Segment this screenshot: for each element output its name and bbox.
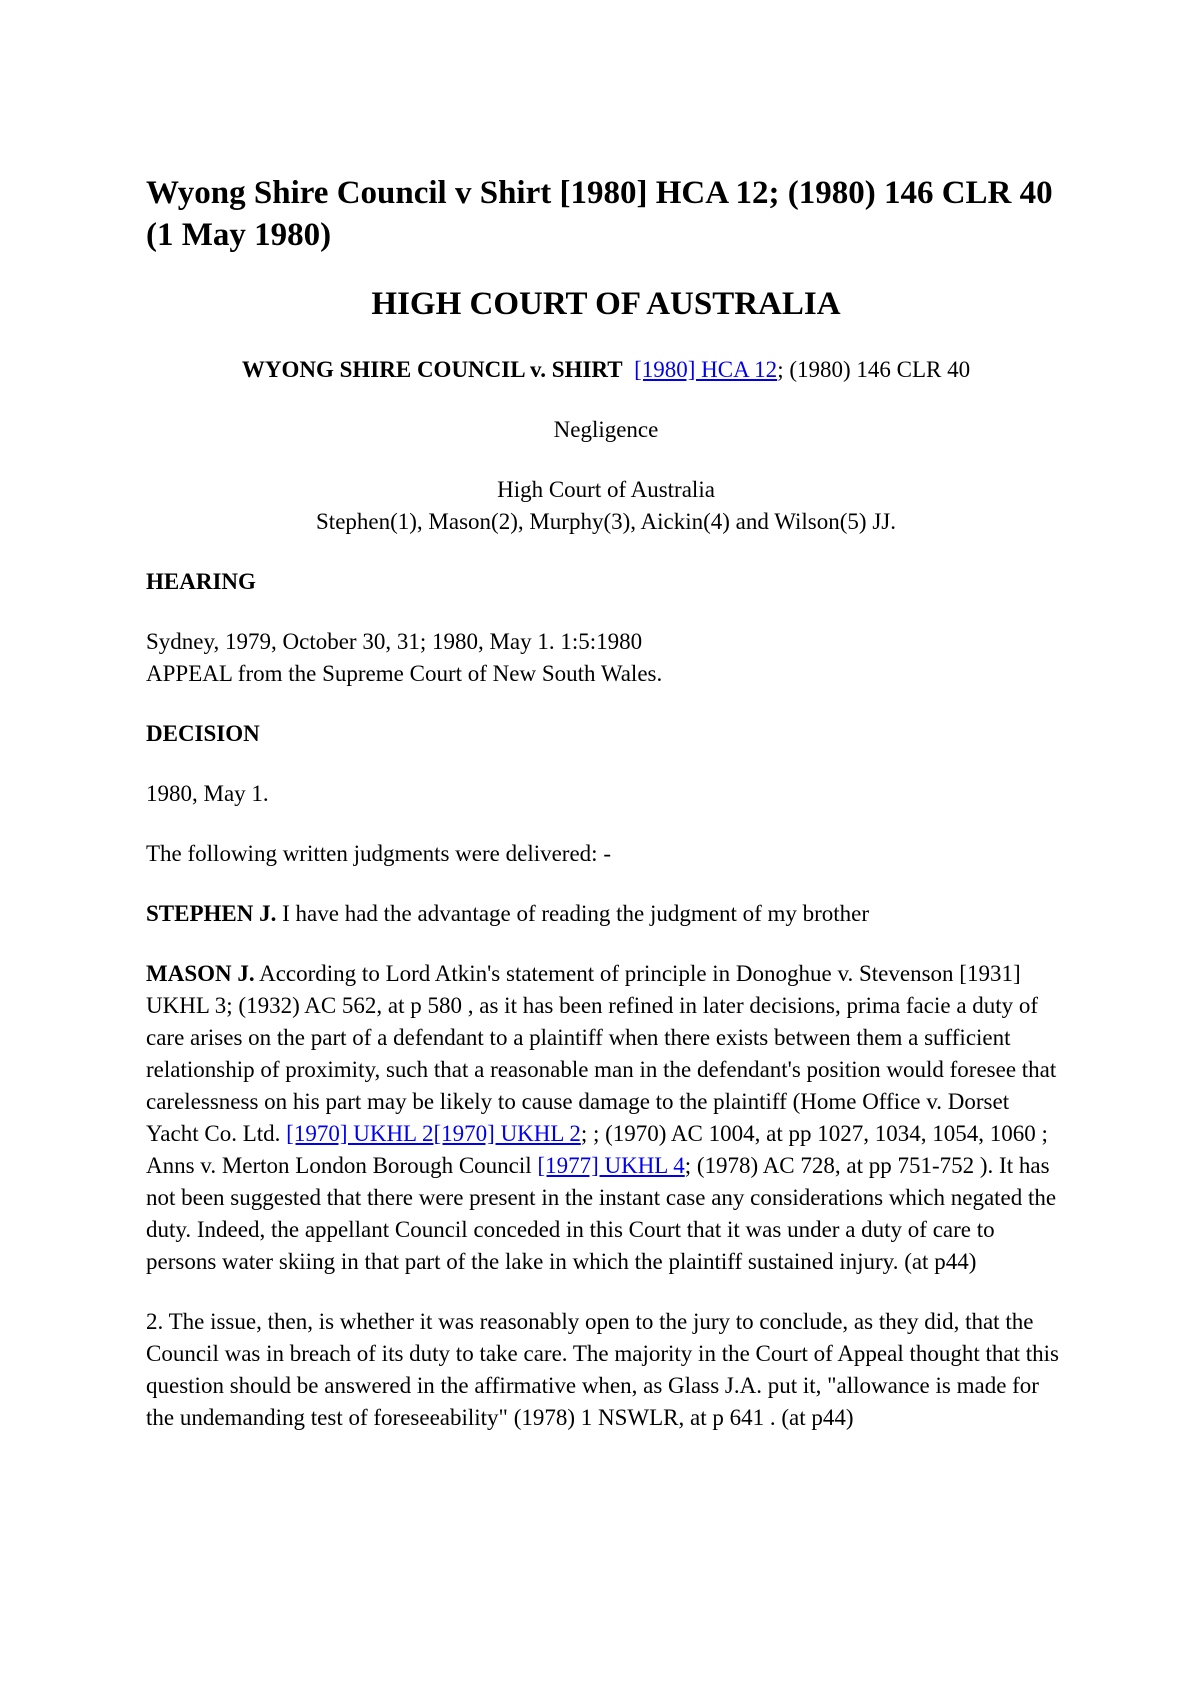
mason-text-1: According to Lord Atkin's statement of principle in Donoghue v. Stevenson [1931] UKHL 3; (1932) AC 562, at p 580 , as it has been refined in later decisions, prima facie a duty of care arises on the part of a defendant to a plaintiff when there exists between them a sufficient relationship of proximity, such that a reasonable man in the defendant's position would foresee that carelessness on his part may be likely to cause damage to the plaintiff (Home Office v. Dorset Yacht Co. Ltd. [146,961,1057,1146]
case-title: Wyong Shire Council v Shirt [1980] HCA 12; (1980) 146 CLR 40 (1 May 1980) [146,175,1053,253]
mason-link-3[interactable]: [1977] UKHL 4 [537,1153,685,1178]
paragraph-2: 2. The issue, then, is whether it was reasonably open to the jury to conclude, as they did, that the Council was in breach of its duty to take care. The majority in the Court of Appeal thought that this question should be answered in the affirmative when, as Glass J.A. put it, "allowance is made for the undemanding test of foreseeability" (1978) 1 NSWLR, at p 641 . (at p44) [146,1309,1059,1430]
stephen-text: I have had the advantage of reading the judgment of my brother [276,901,870,926]
mason-judgment [146,958,1066,1278]
stephen-judge: STEPHEN J. [146,901,277,926]
decision-intro: The following written judgments were delivered: - [146,841,611,866]
mason-link-1[interactable]: [1970] UKHL 2 [286,1121,434,1146]
topic: Negligence [553,417,659,442]
court-heading: HIGH COURT OF AUSTRALIA [371,286,841,322]
citation-line [146,354,1066,386]
mason-judge: MASON J. [146,961,255,986]
bench [146,474,1066,538]
citation-after: ; (1980) 146 CLR 40 [777,357,971,382]
citation-link[interactable]: [1980] HCA 12 [634,357,778,382]
decision-heading [146,718,1066,750]
hearing-details [146,626,1066,690]
mason-text-2: ; ; (1970) AC 1004, at pp 1027, 1034, 1054, 1060 ; Anns v. Merton London Borough Council [146,1121,1048,1178]
decision-heading-text: DECISION [146,721,260,746]
hearing-line-1: Sydney, 1979, October 30, 31; 1980, May 1. 1:5:1980 [146,629,643,654]
mason-text-3: ; (1978) AC 728, at pp 751-752 ). It has not been suggested that there were present in the instant case any considerations which negated the duty. Indeed, the appellant Council conceded in this Court that it was under a duty of care to persons water skiing in that part of the lake in which the plaintiff sustained injury. (at p44) [146,1153,1057,1274]
document-page [146,172,1066,1462]
mason-link-2[interactable]: [1970] UKHL 2 [433,1121,581,1146]
hearing-heading-text: HEARING [146,569,256,594]
stephen-judgment [146,898,1066,930]
hearing-line-2: APPEAL from the Supreme Court of New South Wales. [146,661,663,686]
bench-court: High Court of Australia [497,477,715,502]
hearing-heading [146,566,1066,598]
parties: WYONG SHIRE COUNCIL v. SHIRT [241,357,623,382]
bench-judges: Stephen(1), Mason(2), Murphy(3), Aickin(4) and Wilson(5) JJ. [316,509,896,534]
decision-date: 1980, May 1. [146,781,269,806]
